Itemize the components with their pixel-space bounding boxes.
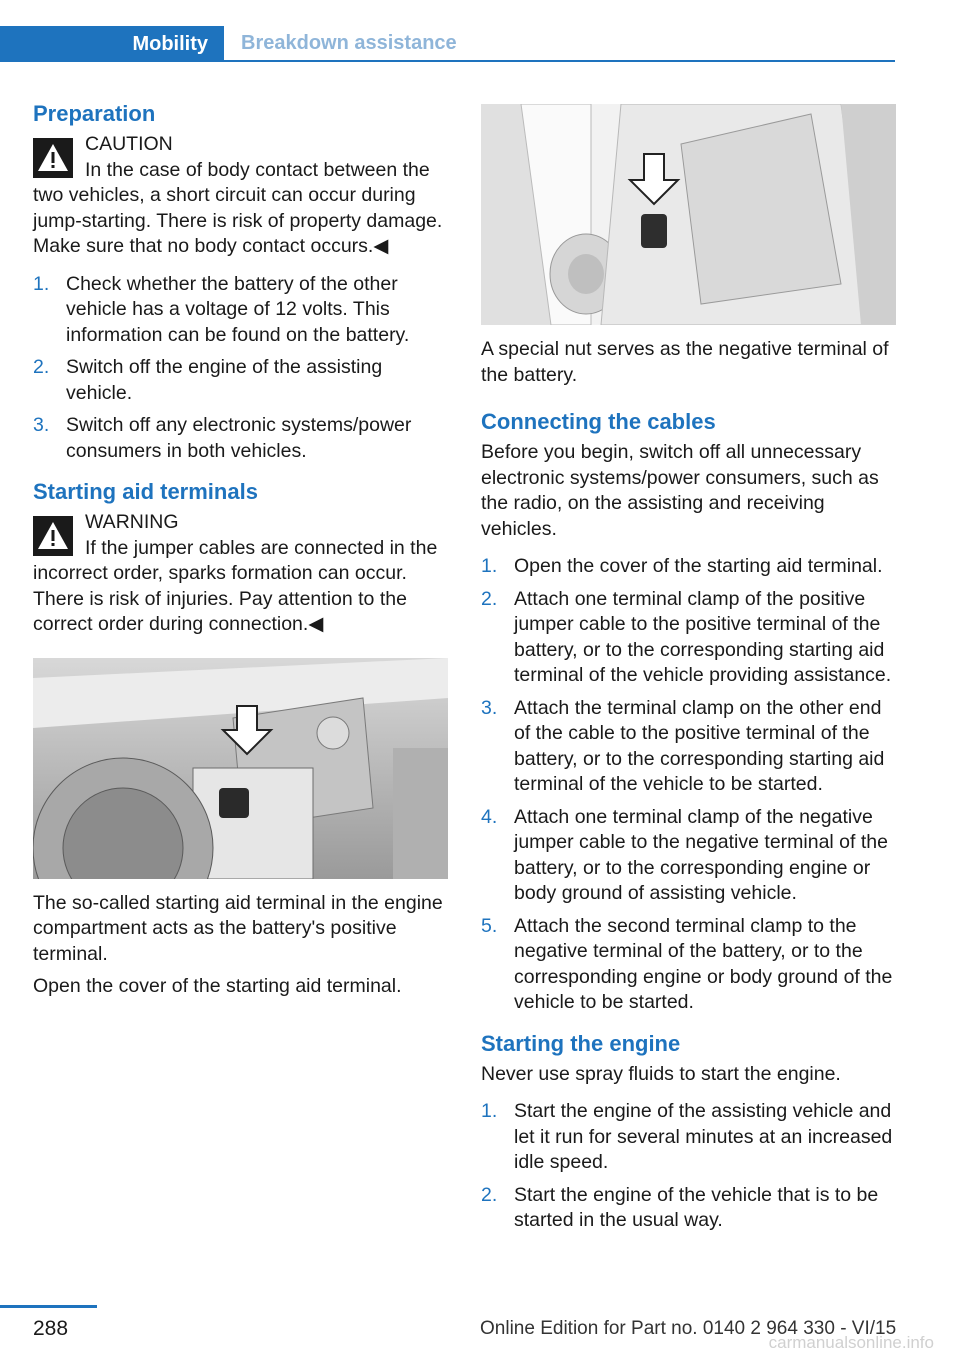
list-item: [481, 914, 896, 1016]
heading-starting-aid-terminals: Starting aid terminals: [33, 479, 258, 504]
right-column: [481, 104, 896, 1241]
step-number: 1.: [33, 272, 50, 295]
list-item: [481, 696, 896, 798]
header-bar: [0, 26, 895, 62]
step-number: 2.: [33, 356, 50, 378]
step-number: 1.: [481, 555, 498, 577]
list-item: [33, 272, 448, 349]
step-text: Open the cover of the starting aid terminal.: [514, 555, 883, 577]
heading-preparation: Preparation: [33, 101, 156, 126]
photo-caption-positive: The so-called starting aid terminal in the engine compartment acts as the battery's positive terminal.: [33, 891, 443, 965]
list-item: [33, 355, 448, 406]
list-item: [481, 1183, 896, 1234]
step-number: 3.: [481, 696, 498, 719]
step-number: 1.: [481, 1100, 498, 1122]
step-text: Switch off the engine of the assisting vehicle.: [66, 356, 383, 404]
page-number: 288: [33, 1317, 69, 1340]
photo-caption-negative: A special nut serves as the negative terminal of the battery.: [481, 338, 889, 386]
list-item: [481, 587, 896, 689]
open-cover-text: Open the cover of the starting aid terminal.: [33, 975, 402, 997]
negative-terminal-photo: [481, 104, 896, 325]
preparation-steps: [33, 272, 448, 465]
watermark[interactable]: carmanualsonline.info: [768, 1333, 934, 1352]
step-number: 3.: [33, 414, 50, 436]
step-text: Check whether the battery of the other vehicle has a voltage of 12 volts. This information can be found on the battery.: [66, 272, 410, 346]
edition-note: Online Edition for Part no. 0140 2 964 330 - VI/15: [480, 1318, 897, 1339]
step-text: Attach one terminal clamp of the positive jumper cable to the positive terminal of the battery, or to the corresponding starting aid terminal of the vehicle providing assistance.: [514, 587, 892, 686]
list-item: [481, 1099, 896, 1176]
caution-box: [33, 132, 448, 260]
list-item: [481, 554, 896, 580]
heading-connecting-cables: Connecting the cables: [481, 409, 716, 434]
warning-title: WARNING: [85, 511, 179, 533]
warning-triangle-icon: [33, 516, 73, 556]
step-text: Attach the terminal clamp on the other end of the cable to the positive terminal of the battery, or to the corresponding starting aid terminal of the vehicle to be started.: [514, 696, 885, 795]
step-number: 4.: [481, 805, 498, 828]
subsection-tab[interactable]: Breakdown assistance: [224, 26, 895, 62]
left-column: [33, 100, 448, 1000]
step-number: 2.: [481, 1183, 498, 1206]
step-number: 2.: [481, 587, 498, 610]
warning-text: If the jumper cables are connected in the incorrect order, sparks formation can occur. There is risk of injuries. Pay attention to the correct order during connection.◀: [33, 536, 438, 635]
step-text: Attach the second terminal clamp to the negative terminal of the battery, or to the corresponding engine or body ground of the vehicle to be started.: [514, 914, 893, 1013]
caution-text: In the case of body contact between the two vehicles, a short circuit can occur during jump-starting. There is risk of property damage. Make sure that no body contact occurs.◀: [33, 158, 443, 257]
starting-intro: Never use spray fluids to start the engine.: [481, 1062, 841, 1085]
engine-compartment-photo: [33, 658, 448, 879]
step-text: Attach one terminal clamp of the negative jumper cable to the negative terminal of the battery, or to the corresponding engine or body ground of assisting vehicle.: [514, 805, 888, 904]
step-number: 5.: [481, 914, 498, 937]
step-text: Start the engine of the assisting vehicle and let it run for several minutes at an increased idle speed.: [514, 1100, 893, 1173]
list-item: [481, 805, 896, 907]
caution-title: CAUTION: [85, 133, 173, 155]
warning-box: [33, 510, 448, 638]
section-tab[interactable]: Mobility: [0, 26, 224, 62]
starting-steps: [481, 1099, 896, 1234]
warning-triangle-icon: [33, 138, 73, 178]
connecting-intro: Before you begin, switch off all unnecessary electronic systems/power consumers, such as the radio, on the assisting and receiving vehicles.: [481, 441, 879, 540]
list-item: [33, 413, 448, 464]
step-text: Switch off any electronic systems/power consumers in both vehicles.: [66, 414, 412, 462]
heading-starting-engine: Starting the engine: [481, 1030, 681, 1056]
step-text: Start the engine of the vehicle that is to be started in the usual way.: [514, 1183, 879, 1231]
connecting-steps: [481, 554, 896, 1016]
footer-divider: [0, 1305, 97, 1308]
